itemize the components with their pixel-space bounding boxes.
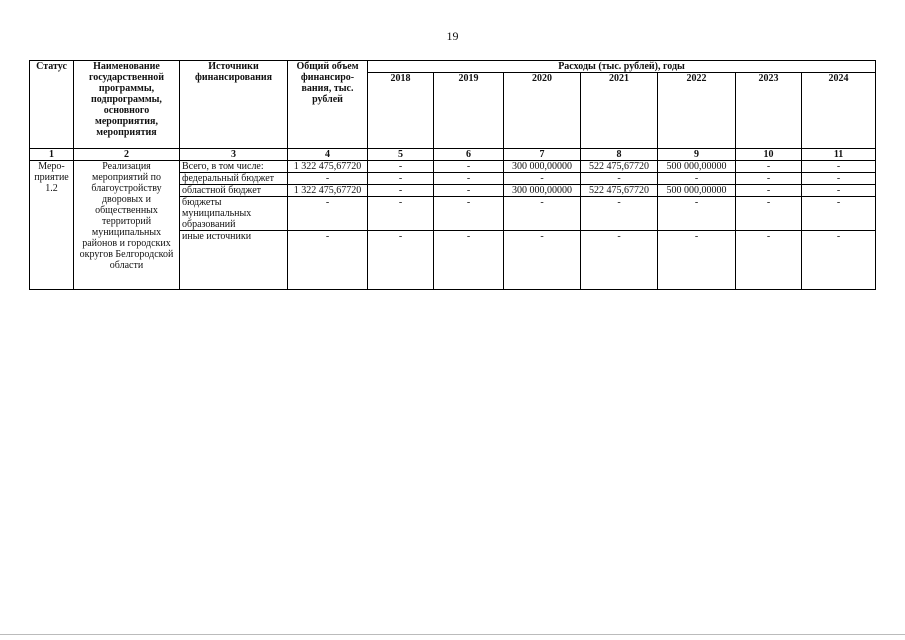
year-value: -: [434, 185, 504, 197]
header-expenses: Расходы (тыс. рублей), годы: [368, 61, 876, 73]
header-sources: Источники финансирования: [180, 61, 288, 149]
column-number: 6: [434, 149, 504, 161]
column-number: 3: [180, 149, 288, 161]
header-status: Статус: [30, 61, 74, 149]
measure-name: Реализация мероприятий по благоустройству дворовых и общественных территорий муниципальных районов и городских округов Белгородской области: [74, 161, 180, 290]
header-year: 2021: [581, 73, 658, 149]
page-number: 19: [446, 29, 459, 43]
year-value: -: [434, 161, 504, 173]
header-name: Наименование государственной программы, подпрограммы, основного мероприятия, мероприятия: [74, 61, 180, 149]
year-value: -: [581, 173, 658, 185]
year-value: -: [368, 197, 434, 231]
year-value: -: [736, 231, 802, 290]
year-value: -: [434, 173, 504, 185]
total-value: 1 322 475,67720: [288, 185, 368, 197]
source-label: бюджеты муниципальных образований: [180, 197, 288, 231]
year-value: -: [504, 231, 581, 290]
scan-edge-line: [0, 634, 905, 635]
source-label: федеральный бюджет: [180, 173, 288, 185]
column-number: 10: [736, 149, 802, 161]
year-value: -: [802, 185, 876, 197]
column-number: 4: [288, 149, 368, 161]
header-year: 2024: [802, 73, 876, 149]
column-number-row: [30, 149, 876, 161]
total-value: -: [288, 173, 368, 185]
year-value: -: [581, 231, 658, 290]
year-value: -: [736, 173, 802, 185]
year-value: -: [581, 197, 658, 231]
year-value: -: [736, 161, 802, 173]
total-value: 1 322 475,67720: [288, 161, 368, 173]
source-label: областной бюджет: [180, 185, 288, 197]
year-value: 500 000,00000: [658, 185, 736, 197]
year-value: 522 475,67720: [581, 161, 658, 173]
total-value: -: [288, 197, 368, 231]
year-value: -: [434, 231, 504, 290]
header-total: Общий объем финансиро-вания, тыс. рублей: [288, 61, 368, 149]
header-year: 2018: [368, 73, 434, 149]
year-value: 300 000,00000: [504, 161, 581, 173]
column-number: 8: [581, 149, 658, 161]
year-value: -: [736, 185, 802, 197]
year-value: 522 475,67720: [581, 185, 658, 197]
source-label: Всего, в том числе:: [180, 161, 288, 173]
total-value: -: [288, 231, 368, 290]
year-value: -: [368, 161, 434, 173]
year-value: -: [736, 197, 802, 231]
year-value: -: [802, 197, 876, 231]
year-value: -: [658, 197, 736, 231]
measure-status: Меро-приятие 1.2: [30, 161, 74, 290]
year-value: -: [802, 231, 876, 290]
table-row: [30, 161, 876, 173]
header-year: 2023: [736, 73, 802, 149]
financing-table: [29, 60, 876, 290]
year-value: -: [504, 197, 581, 231]
year-value: -: [802, 161, 876, 173]
year-value: -: [368, 185, 434, 197]
year-value: -: [658, 231, 736, 290]
column-number: 5: [368, 149, 434, 161]
header-year: 2020: [504, 73, 581, 149]
year-value: 500 000,00000: [658, 161, 736, 173]
year-value: -: [504, 173, 581, 185]
column-number: 9: [658, 149, 736, 161]
column-number: 2: [74, 149, 180, 161]
header-year: 2019: [434, 73, 504, 149]
column-number: 1: [30, 149, 74, 161]
year-value: 300 000,00000: [504, 185, 581, 197]
year-value: -: [368, 231, 434, 290]
year-value: -: [434, 197, 504, 231]
column-number: 7: [504, 149, 581, 161]
year-value: -: [658, 173, 736, 185]
year-value: -: [368, 173, 434, 185]
column-number: 11: [802, 149, 876, 161]
source-label: иные источники: [180, 231, 288, 290]
year-value: -: [802, 173, 876, 185]
header-year: 2022: [658, 73, 736, 149]
